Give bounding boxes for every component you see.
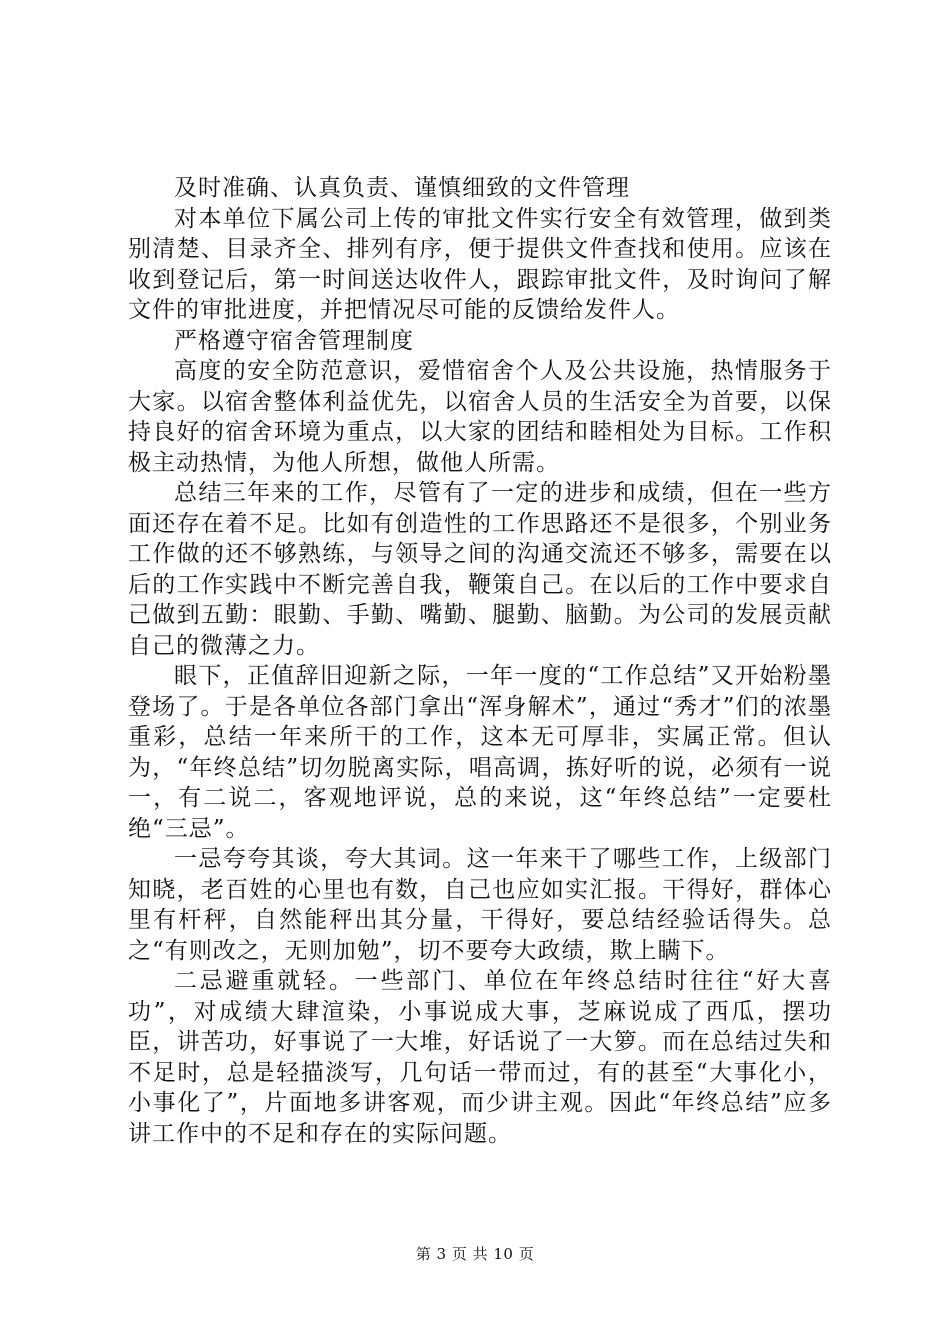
paragraph-heading-dormitory: 严格遵守宿舍管理制度 xyxy=(174,327,414,354)
paragraph-second-taboo: 二忌避重就轻。一些部门、单位在年终总结时往往“好大喜功”，对成绩大肆渲染，小事说成大事，芝麻说成了西瓜，摆功臣，讲苦功，好事说了一大堆，好话说了一大箩。而在总结过失和不足时，总是轻描淡写，几句话一带而过，有的甚至“大事化小，小事化了”，片面地多讲客观，而少讲主观。因此“年终总结”应多讲工作中的不足和存在的实际问题。 xyxy=(128,968,832,1147)
paragraph-file-management: 对本单位下属公司上传的审批文件实行安全有效管理，做到类别清楚、目录齐全、排列有序，便于提供文件查找和使用。应该在收到登记后，第一时间送达收件人，跟踪审批文件，及时询问了解文件的审批进度，并把情况尽可能的反馈给发件人。 xyxy=(128,205,832,323)
paragraph-heading-file-management: 及时准确、认真负责、谨慎细致的文件管理 xyxy=(174,175,630,201)
paragraph-year-end: 眼下，正值辞旧迎新之际，一年一度的“工作总结”又开始粉墨登场了。于是各单位各部门拿出“浑身解术”，通过“秀才”们的浓墨重彩，总结一年来所干的工作，这本无可厚非，实属正常。但认为，“年终总结”切勿脱离实际，唱高调，拣好听的说，必须有一说一，有二说二，客观地评说，总的来说，这“年终总结”一定要杜绝“三忌”。 xyxy=(128,663,832,842)
document-body xyxy=(128,173,832,1149)
paragraph-first-taboo: 一忌夸夸其谈，夸大其词。这一年来干了哪些工作，上级部门知晓，老百姓的心里也有数，自己也应如实汇报。干得好，群体心里有杆秤，自然能秤出其分量，干得好，要总结经验话得失。总之“有则改之，无则加勉”，切不要夸大政绩，欺上瞒下。 xyxy=(128,846,832,964)
page-number-footer: 第 3 页 共 10 页 xyxy=(415,1245,535,1263)
paragraph-summary: 总结三年来的工作，尽管有了一定的进步和成绩，但在一些方面还存在着不足。比如有创造性的工作思路还不是很多，个别业务工作做的还不够熟练，与领导之间的沟通交流还不够多，需要在以后的工作实践中不断完善自我，鞭策自己。在以后的工作中要求自己做到五勤：眼勤、手勤、嘴勤、腿勤、脑勤。为公司的发展贡献自己的微薄之力。 xyxy=(128,480,832,659)
paragraph-dormitory: 高度的安全防范意识，爱惜宿舍个人及公共设施，热情服务于大家。以宿舍整体利益优先，以宿舍人员的生活安全为首要，以保持良好的宿舍环境为重点，以大家的团结和睦相处为目标。工作积极主动热情，为他人所想，做他人所需。 xyxy=(128,358,832,476)
